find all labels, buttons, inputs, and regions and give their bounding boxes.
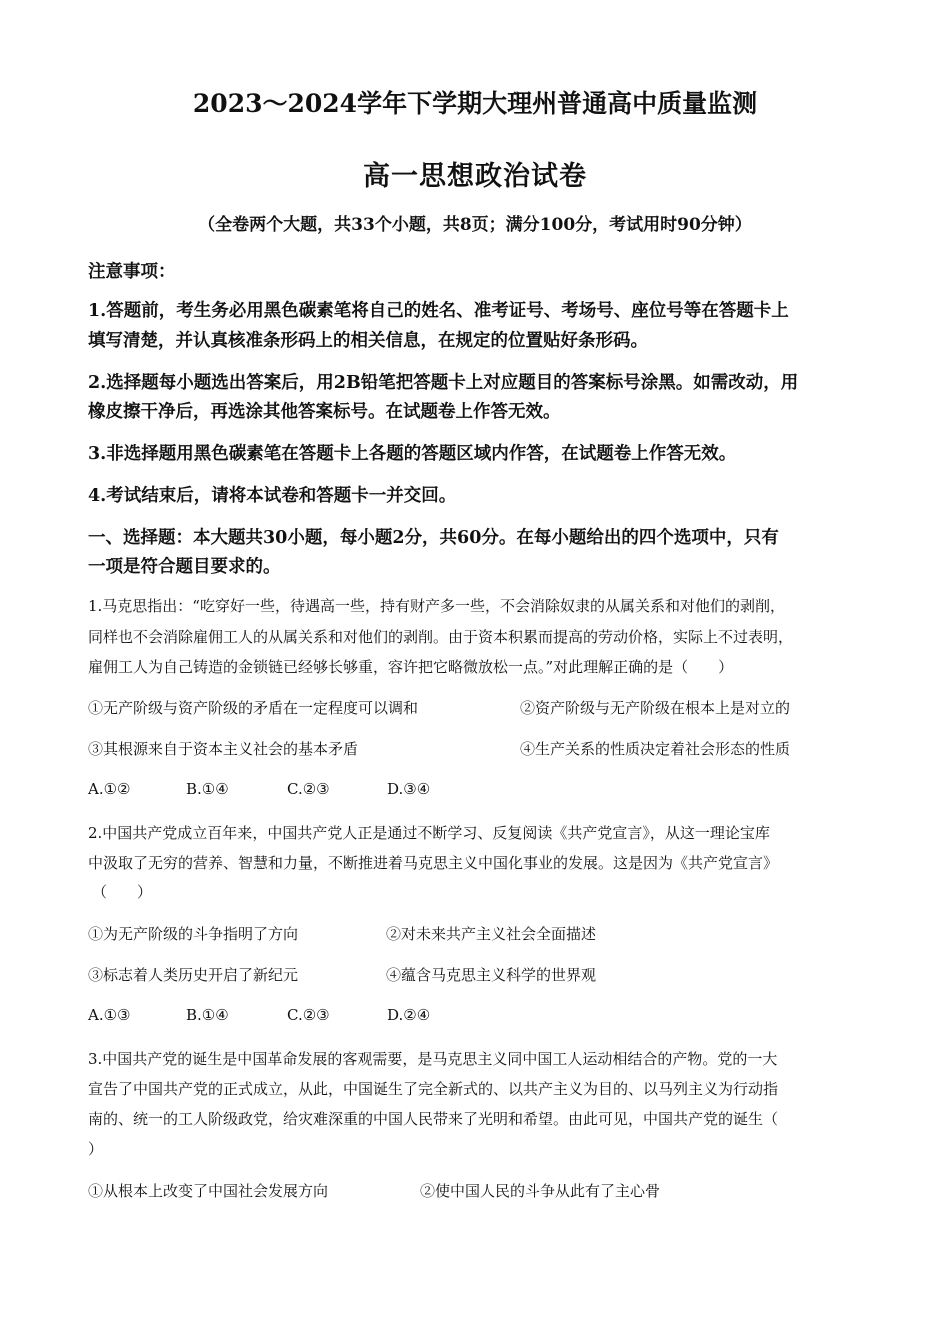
q3-stem-line-4: ） — [88, 1140, 104, 1158]
q2-answer-d: D.②④ — [387, 1006, 431, 1024]
q2-answer-a: A.①③ — [88, 1006, 131, 1024]
notice-item-4: 4.考试结束后，请将本试卷和答题卡一并交回。 — [88, 486, 457, 506]
q3-stem-line-1: 3.中国共产党的诞生是中国革命发展的客观需要，是马克思主义同中国工人运动相结合的产物。党的一大 — [88, 1050, 778, 1068]
q1-answer-c: C.②③ — [287, 780, 330, 798]
q2-item-3: ③标志着人类历史开启了新纪元 — [88, 966, 299, 984]
q1-item-3: ③其根源来自于资本主义社会的基本矛盾 — [88, 740, 359, 758]
q1-item-1: ①无产阶级与资产阶级的矛盾在一定程度可以调和 — [88, 699, 419, 717]
q1-answer-a: A.①② — [88, 780, 131, 798]
exam-title: 2023～2024学年下学期大理州普通高中质量监测 — [192, 89, 758, 118]
q2-stem-line-3: （ ） — [92, 883, 153, 901]
q1-answer-b: B.①④ — [186, 780, 229, 798]
notice-heading: 注意事项： — [88, 262, 176, 282]
q1-stem-line-3: 雇佣工人为自己铸造的金锁链已经够长够重，容许把它略微放松一点。”对此理解正确的是（ ） — [88, 658, 734, 676]
q2-stem-line-2: 中汲取了无穷的营养、智慧和力量，不断推进着马克思主义中国化事业的发展。这是因为《共产党宣言》 — [88, 854, 779, 872]
notice-item-2-line-2: 橡皮擦干净后，再选涂其他答案标号。在试题卷上作答无效。 — [88, 402, 561, 422]
q3-stem-line-2: 宣告了中国共产党的正式成立，从此，中国诞生了完全新式的、以共产主义为目的、以马列主义为行动指 — [88, 1080, 779, 1098]
q2-item-4: ④蕴含马克思主义科学的世界观 — [386, 966, 597, 984]
q3-stem-line-3: 南的、统一的工人阶级政党，给灾难深重的中国人民带来了光明和希望。由此可见，中国共产党的诞生（ — [88, 1110, 779, 1128]
exam-subtitle: 高一思想政治试卷 — [363, 161, 587, 192]
q2-answer-c: C.②③ — [287, 1006, 330, 1024]
section-1-heading-line-1: 一、选择题：本大题共30小题，每小题2分，共60分。在每小题给出的四个选项中，只有 — [88, 528, 779, 548]
q3-item-1: ①从根本上改变了中国社会发展方向 — [88, 1182, 329, 1200]
q2-answer-b: B.①④ — [186, 1006, 229, 1024]
exam-info: （全卷两个大题，共33个小题，共8页；满分100分，考试用时90分钟） — [198, 215, 752, 235]
q1-item-4: ④生产关系的性质决定着社会形态的性质 — [520, 740, 791, 758]
q2-stem-line-1: 2.中国共产党成立百年来，中国共产党人正是通过不断学习、反复阅读《共产党宣言》，从这一理论宝库 — [88, 824, 770, 842]
section-1-heading-line-2: 一项是符合题目要求的。 — [88, 557, 281, 577]
notice-item-1-line-2: 填写清楚，并认真核准条形码上的相关信息，在规定的位置贴好条形码。 — [88, 331, 648, 351]
q1-stem-line-1: 1.马克思指出：“吃穿好一些，待遇高一些，持有财产多一些，不会消除奴隶的从属关系和对他们的剥削， — [88, 597, 785, 615]
q1-answer-d: D.③④ — [387, 780, 431, 798]
q3-item-2: ②使中国人民的斗争从此有了主心骨 — [420, 1182, 661, 1200]
notice-item-1-line-1: 1.答题前，考生务必用黑色碳素笔将自己的姓名、准考证号、考场号、座位号等在答题卡上 — [88, 301, 789, 321]
q1-item-2: ②资产阶级与无产阶级在根本上是对立的 — [520, 699, 791, 717]
notice-item-3: 3.非选择题用黑色碳素笔在答题卡上各题的答题区域内作答，在试题卷上作答无效。 — [88, 444, 737, 464]
q2-item-2: ②对未来共产主义社会全面描述 — [386, 925, 597, 943]
notice-item-2-line-1: 2.选择题每小题选出答案后，用2B铅笔把答题卡上对应题目的答案标号涂黑。如需改动，用 — [88, 373, 799, 393]
q1-stem-line-2: 同样也不会消除雇佣工人的从属关系和对他们的剥削。由于资本积累而提高的劳动价格，实际上不过表明， — [88, 628, 794, 646]
q2-item-1: ①为无产阶级的斗争指明了方向 — [88, 925, 299, 943]
